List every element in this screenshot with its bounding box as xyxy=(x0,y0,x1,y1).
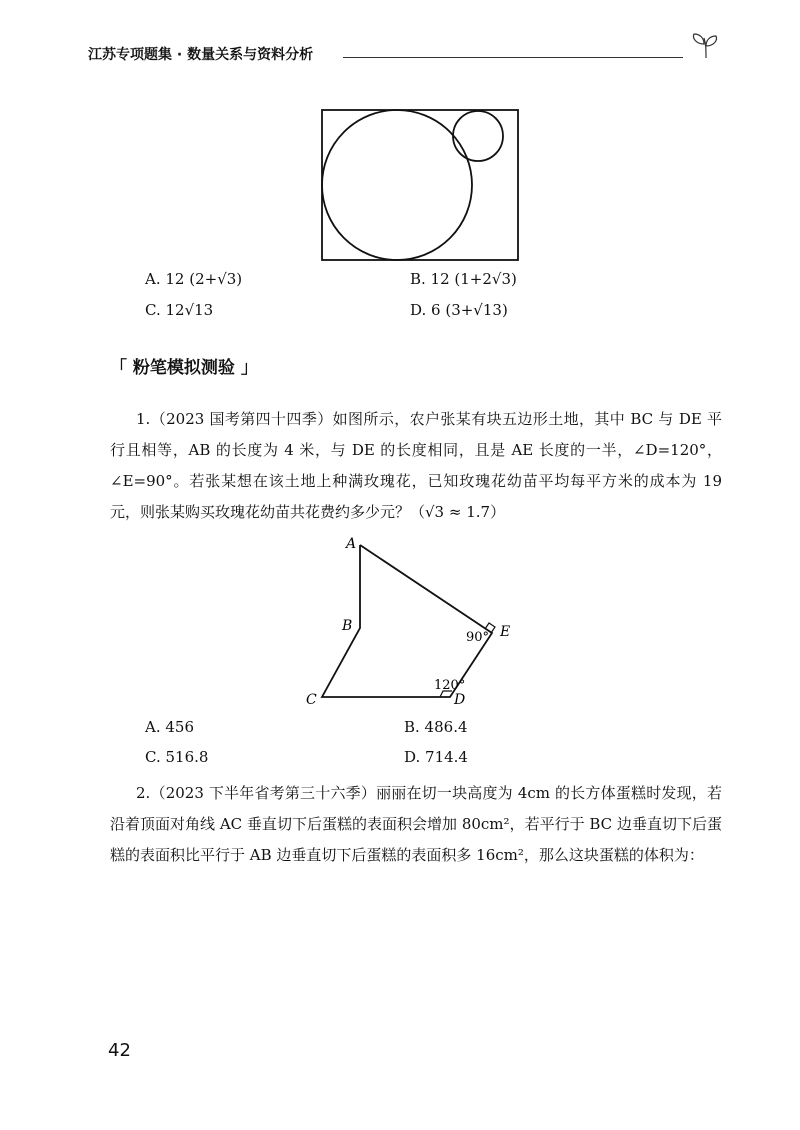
question-1-text: 1.（2023 国考第四十四季）如图所示，农户张某有块五边形土地，其中 BC 与 DE 平行且相等，AB 的长度为 4 米，与 DE 的长度相同，且是 AE 长度的一半，∠D=120°，∠E=90°。若张某想在该土地上种满玫瑰花，已知玫瑰花幼苗平均每平方米的成本为 19 元，则张某购买玫瑰花幼苗共花费约多少元？（√3 ≈ 1.7） xyxy=(110,410,722,521)
q1-option-a: A. 456 xyxy=(145,718,194,736)
circles-in-rectangle-figure xyxy=(318,106,524,264)
q1-option-b: B. 486.4 xyxy=(404,718,468,736)
sprout-icon xyxy=(688,30,724,60)
prev-option-a: A. 12 (2+√3) xyxy=(145,270,243,288)
vertex-label-e: E xyxy=(500,624,511,640)
outer-rectangle xyxy=(322,110,518,260)
vertex-label-b: B xyxy=(342,618,353,634)
page-number: 42 xyxy=(108,1040,131,1061)
running-header-title: 江苏专项题集 · 数量关系与资料分析 xyxy=(88,47,314,63)
small-circle xyxy=(453,111,503,161)
prev-option-d: D. 6 (3+√13) xyxy=(410,301,508,319)
pentagon-figure xyxy=(300,530,530,710)
vertex-label-c: C xyxy=(306,692,317,708)
header-rule xyxy=(343,57,683,58)
angle-label-d: 120° xyxy=(434,678,466,693)
prev-option-c: C. 12√13 xyxy=(145,301,214,319)
vertex-label-a: A xyxy=(346,536,357,552)
section-heading: 「 粉笔模拟测验 」 xyxy=(110,358,258,378)
large-circle xyxy=(322,110,472,260)
vertex-label-d: D xyxy=(454,692,466,708)
q1-option-d: D. 714.4 xyxy=(404,748,468,766)
question-2-text: 2.（2023 下半年省考第三十六季）丽丽在切一块高度为 4cm 的长方体蛋糕时发现，若沿着顶面对角线 AC 垂直切下后蛋糕的表面积会增加 80cm²，若平行于 BC 边垂直切下后蛋糕的表面积比平行于 AB 边垂直切下后蛋糕的表面积多 16cm²，那么这块蛋糕的体积为： xyxy=(110,784,722,864)
q1-option-c: C. 516.8 xyxy=(145,748,209,766)
angle-label-e: 90° xyxy=(466,630,490,645)
prev-option-b: B. 12 (1+2√3) xyxy=(410,270,517,288)
